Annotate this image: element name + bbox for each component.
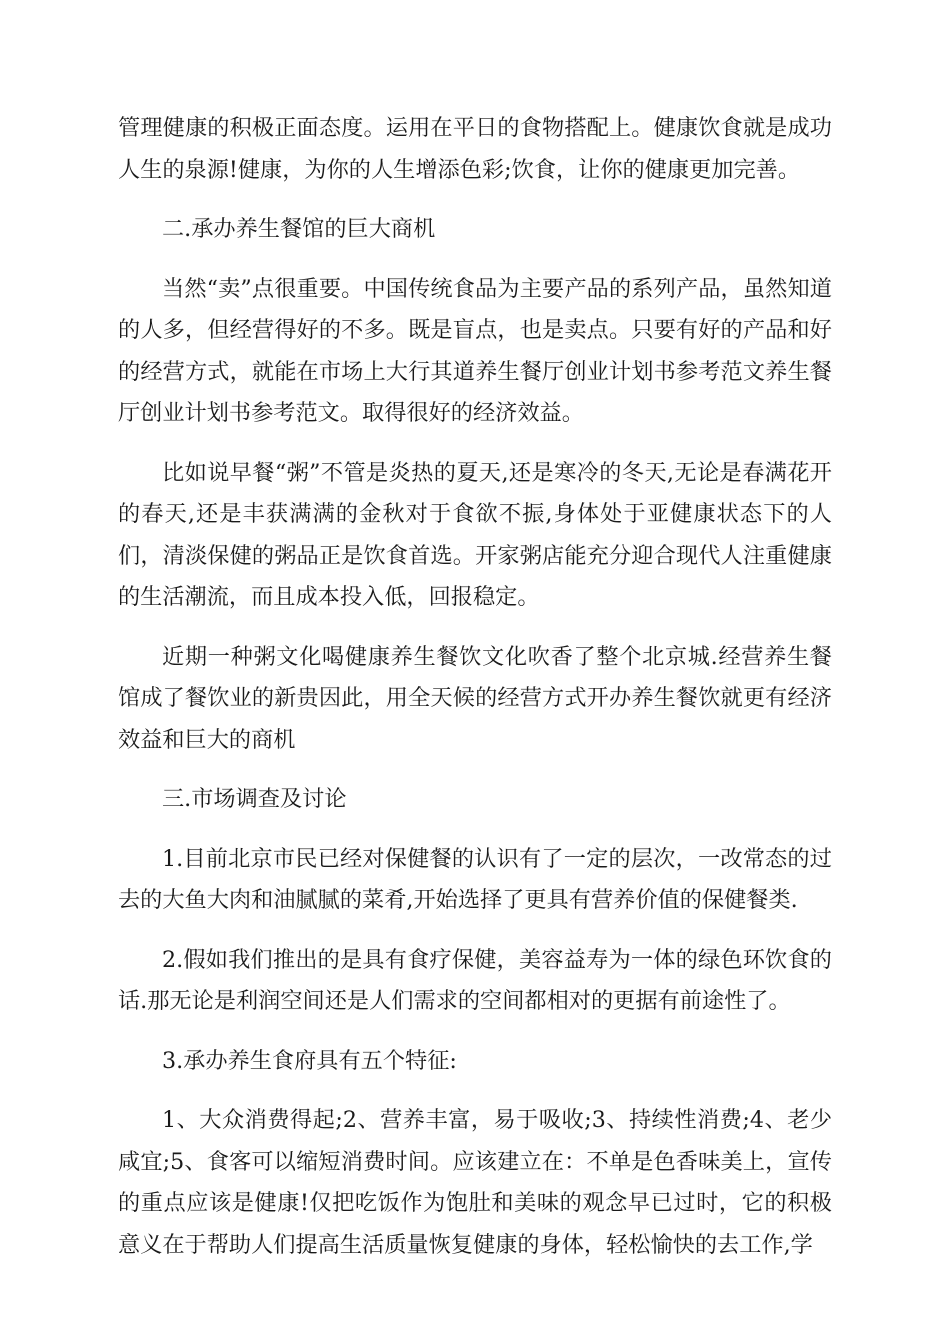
document-body	[118, 108, 832, 1284]
paragraph-health-attitude: 管理健康的积极正面态度。运用在平日的食物搭配上。健康饮食就是成功人生的泉源!健康，为你的人生增添色彩;饮食，让你的健康更加完善。	[118, 115, 832, 183]
list-item-point-3: 3.承办养生食府具有五个特征:	[162, 1047, 457, 1074]
paragraph-selling-point: 当然“卖”点很重要。中国传统食品为主要产品的系列产品，虽然知道的人多，但经营得好的不多。既是盲点，也是卖点。只要有好的产品和好的经营方式，就能在市场上大行其道养生餐厅创业计划书参考范文养生餐厅创业计划书参考范文。取得很好的经济效益。	[118, 275, 832, 426]
paragraph-porridge-breakfast: 比如说早餐“粥”不管是炎热的夏天,还是寒冷的冬天,无论是春满花开的春天,还是丰获满满的金秋对于食欲不振,身体处于亚健康状态下的人们，清淡保健的粥品正是饮食首选。开家粥店能充分迎合现代人注重健康的生活潮流，而且成本投入低，回报稳定。	[118, 459, 832, 610]
paragraph-five-features: 1、大众消费得起;2、营养丰富，易于吸收;3、持续性消费;4、老少咸宜;5、食客可以缩短消费时间。应该建立在：不单是色香味美上，宣传的重点应该是健康!仅把吃饭作为饱肚和美味的观念早已过时，它的积极意义在于帮助人们提高生活质量恢复健康的身体，轻松愉快的去工作,学	[118, 1107, 832, 1258]
section-heading-market-research: 三.市场调查及讨论	[162, 786, 347, 812]
list-item-point-2: 2.假如我们推出的是具有食疗保健，美容益寿为一体的绿色环饮食的话.那无论是利润空间还是人们需求的空间都相对的更据有前途性了。	[118, 946, 832, 1014]
section-heading-business-opportunity: 二.承办养生餐馆的巨大商机	[162, 216, 436, 242]
list-item-point-1: 1.目前北京市民已经对保健餐的认识有了一定的层次，一改常态的过去的大鱼大肉和油腻腻的菜肴,开始选择了更具有营养价值的保健餐类.	[118, 845, 832, 913]
paragraph-porridge-culture: 近期一种粥文化喝健康养生餐饮文化吹香了整个北京城.经营养生餐馆成了餐饮业的新贵因此，用全天候的经营方式开办养生餐饮就更有经济效益和巨大的商机	[118, 643, 832, 753]
